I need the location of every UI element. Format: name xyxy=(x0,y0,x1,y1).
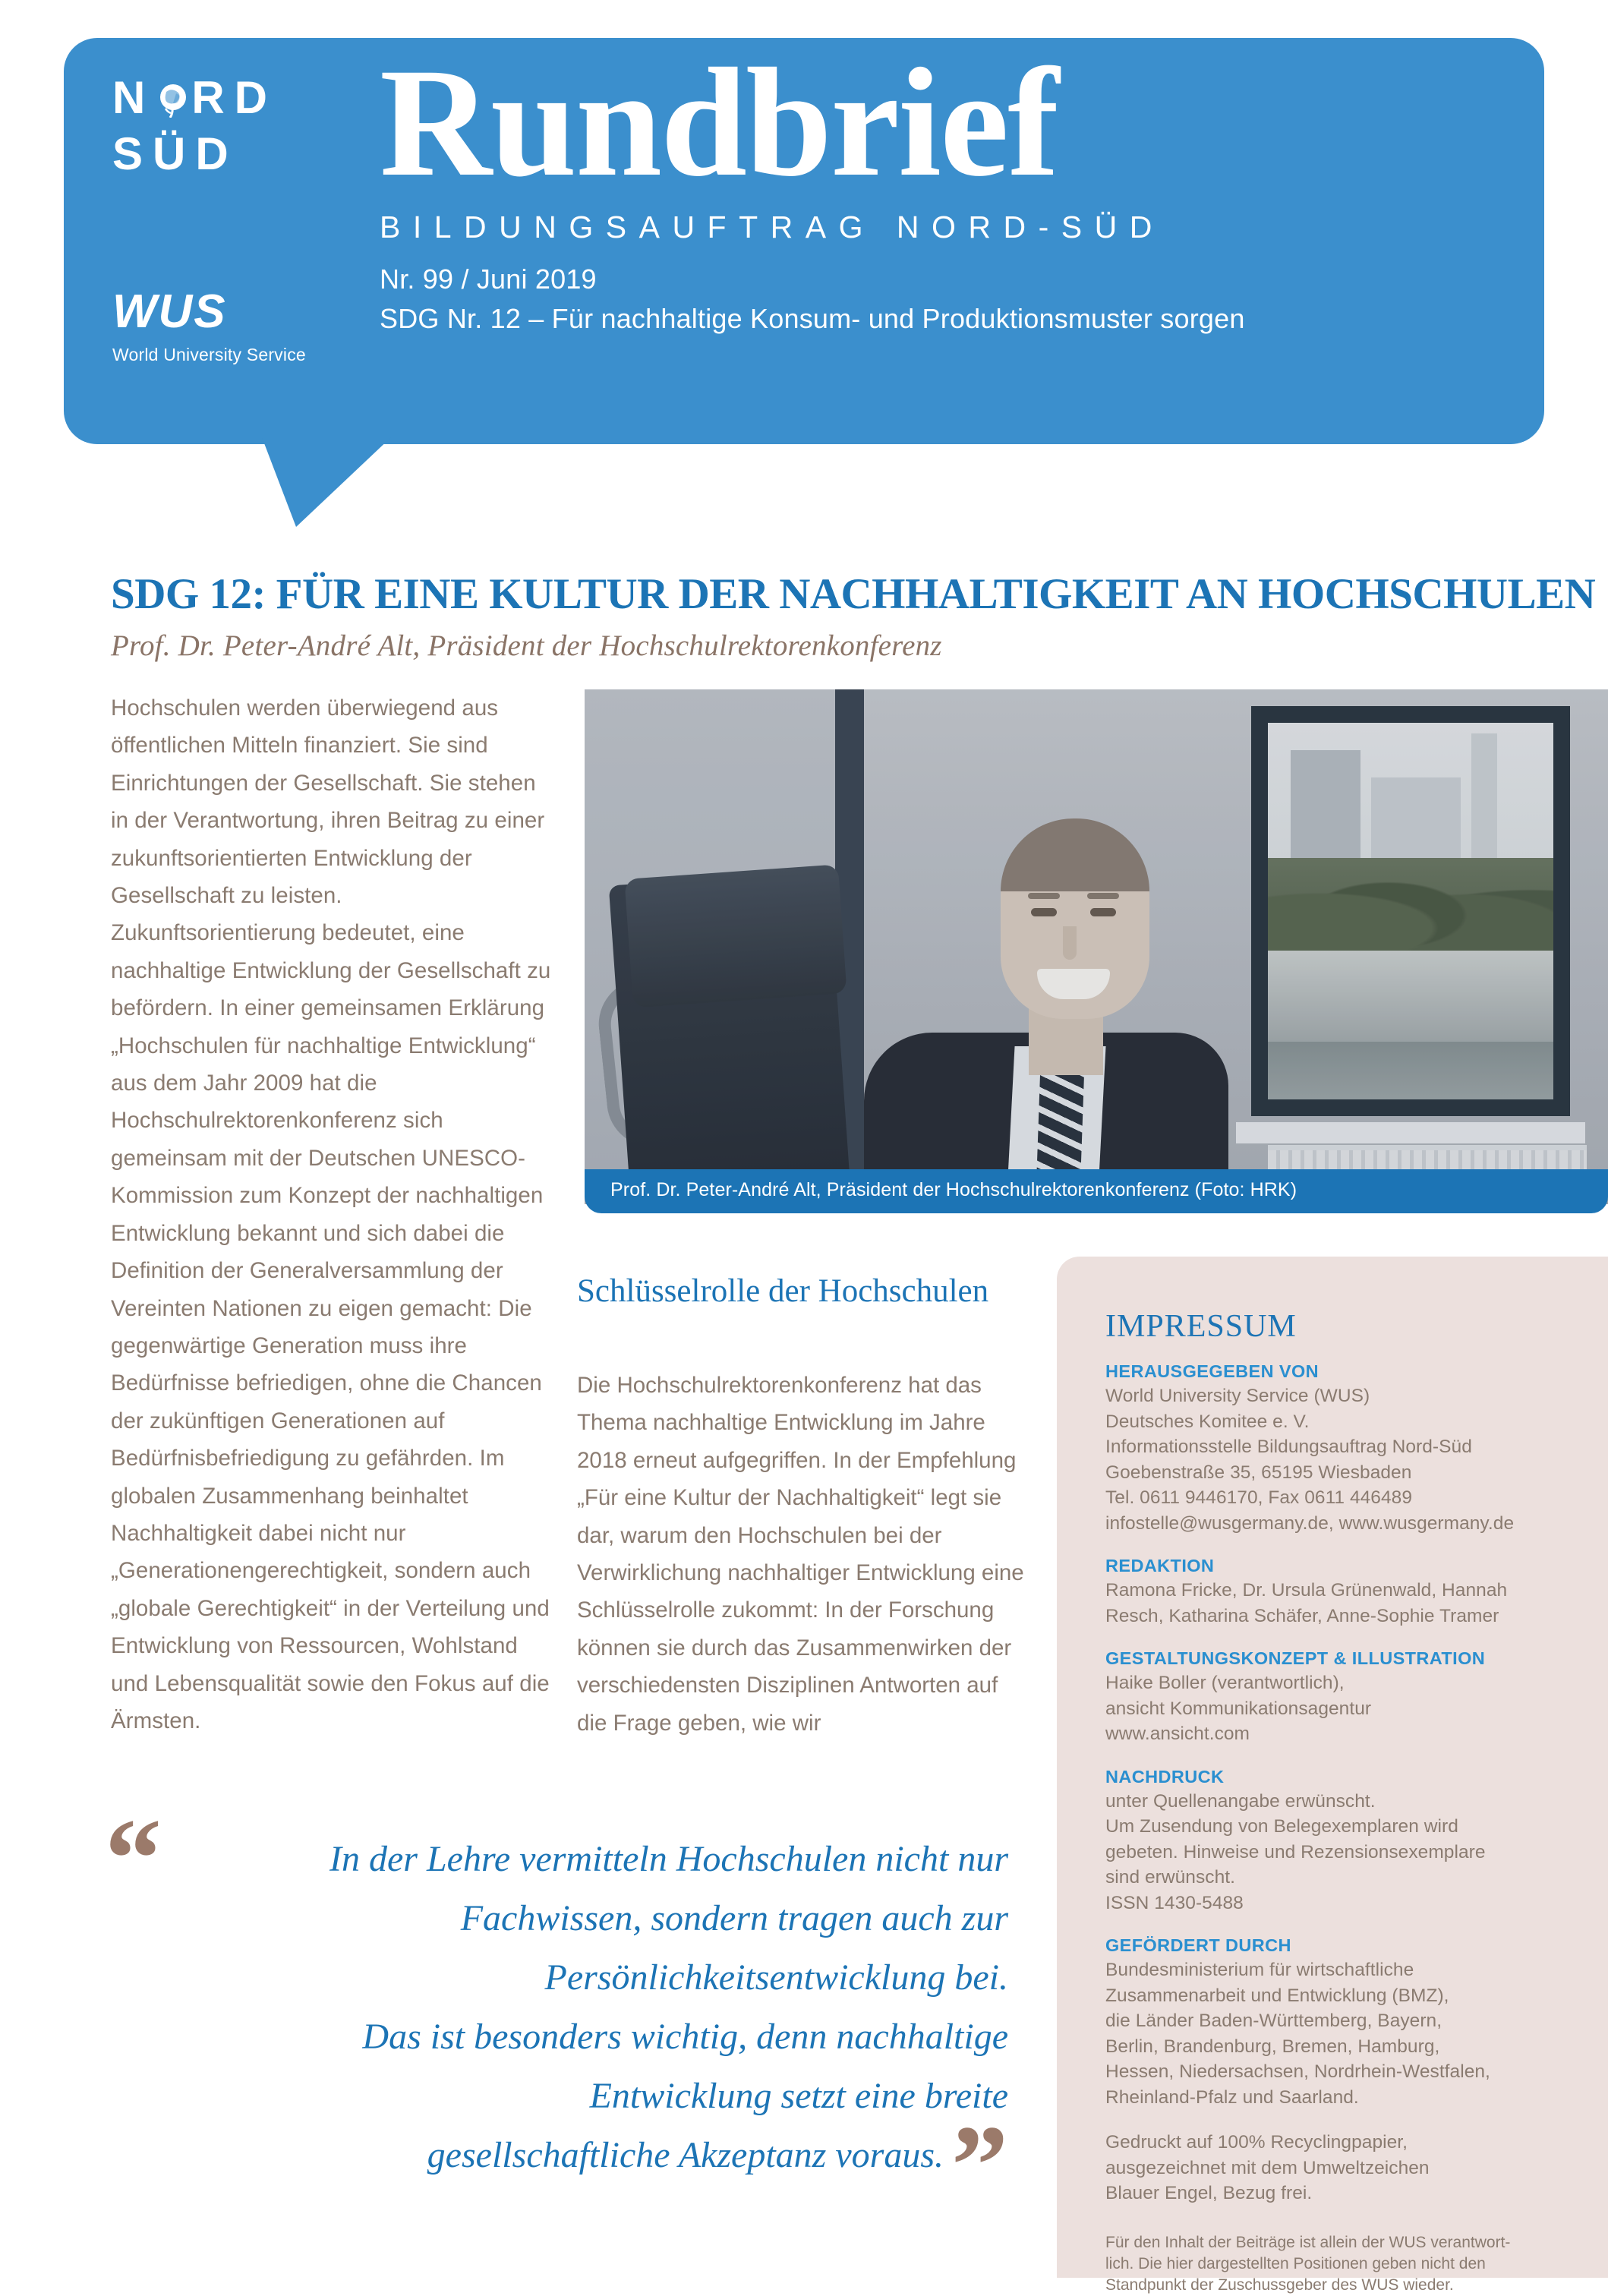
impressum-line: infostelle@wusgermany.de, www.wusgermany.de xyxy=(1105,1512,1515,1534)
section-heading: Schlüsselrolle der Hochschulen xyxy=(577,1273,989,1309)
pull-quote-line: In der Lehre vermitteln Hochschulen nicht nur xyxy=(329,1839,1008,1879)
pull-quote-line: Das ist besonders wichtig, denn nachhaltige xyxy=(362,2017,1008,2057)
impressum-line: Bundesministerium für wirtschaftliche xyxy=(1105,1960,1414,1980)
impressum-heading-funding: GEFÖRDERT DURCH xyxy=(1105,1935,1291,1955)
impressum-line: ausgezeichnet mit dem Umweltzeichen xyxy=(1105,2157,1430,2178)
wus-logo xyxy=(112,285,370,365)
impressum-line: die Länder Baden-Württemberg, Bayern, xyxy=(1105,2011,1442,2031)
impressum-line: ansicht Kommunikationsagentur xyxy=(1105,1698,1372,1719)
quote-open-icon: “ xyxy=(105,1796,162,1922)
wus-subtitle: World University Service xyxy=(112,345,306,364)
impressum-heading-editorial: REDAKTION xyxy=(1105,1556,1215,1575)
nord-sued-logo xyxy=(112,70,363,182)
impressum-line: Ramona Fricke, Dr. Ursula Grünenwald, Hannah xyxy=(1105,1580,1508,1601)
impressum-line: www.ansicht.com xyxy=(1105,1724,1250,1744)
impressum-line: unter Quellenangabe erwünscht. xyxy=(1105,1790,1376,1812)
masthead-subtitle: BILDUNGSAUFTRAG NORD-SÜD xyxy=(380,210,1165,244)
pull-quote xyxy=(105,1796,1008,2228)
issue-number: Nr. 99 / Juni 2019 xyxy=(380,263,597,295)
impressum-body-editorial xyxy=(1105,1578,1578,1629)
pull-quote-line: Fachwissen, sondern tragen auch zur xyxy=(460,1898,1008,1938)
impressum-line: Gedruckt auf 100% Recyclingpapier, xyxy=(1105,2132,1408,2152)
portrait-photo xyxy=(585,689,1608,1204)
pull-quote-line: Persönlichkeitsentwicklung bei. xyxy=(544,1957,1008,1998)
impressum-line: Resch, Katharina Schäfer, Anne-Sophie Tramer xyxy=(1105,1605,1499,1626)
pull-quote-line-text: gesellschaftliche Akzeptanz voraus. xyxy=(427,2135,944,2175)
impressum-disclaimer xyxy=(1105,2232,1578,2296)
article-section-paragraph: Die Hochschulrektorenkonferenz hat das Thema nachhaltige Entwicklung im Jahre 2018 erneut aufgegriffen. In der Empfehlung „Für eine Kultur der Nachhaltigkeit“ legt sie dar, warum den Hochschulen bei der Verwirklichung nachhaltiger Entwicklung eine Schlüsselrolle zukommt: In der Forschung können sie durch das Zusammenwirken der verschiedensten Disziplinen Antworten auf die Frage geben, wie wir xyxy=(577,1373,1024,1736)
impressum-line: Deutsches Komitee e. V. xyxy=(1105,1411,1310,1432)
globe-icon xyxy=(156,74,191,109)
impressum-line: Für den Inhalt der Beiträge ist allein der WUS verantwort- xyxy=(1105,2233,1511,2251)
impressum-line: Blauer Engel, Bezug frei. xyxy=(1105,2183,1313,2203)
impressum-line: Zusammenarbeit und Entwicklung (BMZ), xyxy=(1105,1985,1449,2006)
impressum-line: World University Service (WUS) xyxy=(1105,1386,1370,1406)
sdg-subtitle: SDG Nr. 12 – Für nachhaltige Konsum- und Produktionsmuster sorgen xyxy=(380,303,1245,334)
impressum-line: Standpunkt der Zuschussgeber des WUS wieder. xyxy=(1105,2276,1454,2294)
article-byline: Prof. Dr. Peter-André Alt, Präsident der Hochschulrektorenkonferenz xyxy=(111,629,942,662)
speech-bubble-tail xyxy=(262,437,399,528)
masthead-title: Rundbrief xyxy=(380,36,1058,209)
impressum-body-funding xyxy=(1105,1957,1578,2110)
impressum-line: gebeten. Hinweise und Rezensionsexemplare xyxy=(1105,1841,1486,1862)
impressum-line: Tel. 0611 9446170, Fax 0611 446489 xyxy=(1105,1487,1413,1508)
impressum-body-design xyxy=(1105,1670,1578,1747)
impressum-title: IMPRESSUM xyxy=(1105,1309,1297,1344)
impressum-line: Berlin, Brandenburg, Bremen, Hamburg, xyxy=(1105,2036,1440,2057)
impressum-line: Informationsstelle Bildungsauftrag Nord-Süd xyxy=(1105,1437,1472,1457)
impressum-heading-design: GESTALTUNGSKONZEPT & ILLUSTRATION xyxy=(1105,1648,1486,1668)
pull-quote-last-line: gesellschaftliche Akzeptanz voraus.” xyxy=(427,2102,1008,2228)
impressum-line: sind erwünscht. xyxy=(1105,1867,1235,1888)
impressum-heading-reprint: NACHDRUCK xyxy=(1105,1766,1225,1787)
impressum-line: Goebenstraße 35, 65195 Wiesbaden xyxy=(1105,1462,1412,1483)
pull-quote-line: Entwicklung setzt eine breite xyxy=(589,2076,1008,2116)
impressum-line: Haike Boller (verantwortlich), xyxy=(1105,1673,1345,1693)
page-title: SDG 12: FÜR EINE KULTUR DER NACHHALTIGKEIT AN HOCHSCHULEN xyxy=(111,570,1596,618)
impressum-box xyxy=(1057,1257,1608,2294)
logo-line-nord: N RD xyxy=(112,72,278,123)
article-lead-paragraph: Hochschulen werden überwiegend aus öffentlichen Mitteln finanziert. Sie sind Einrichtungen der Gesellschaft. Sie stehen in der Verantwortung, ihren Beitrag zu einer zukunftsorientierten Entwicklung der Gesellschaft zu leisten. Zukunftsorientierung bedeutet, eine nachhaltige Entwicklung der Gesellschaft zu befördern. In einer gemeinsamen Erklärung „Hochschulen für nachhaltige Entwicklung“ aus dem Jahr 2009 hat die Hochschulrektorenkonferenz sich gemeinsam mit der Deutschen UNESCO-Kommission zum Konzept der nachhaltigen Entwicklung bekannt und sich dabei die Definition der Generalversammlung der Vereinten Nationen zu eigen gemacht: Die gegenwärtige Generation muss ihre Bedürfnisse befriedigen, ohne die Chancen der zukünftigen Generationen auf Bedürfnisbefriedigung zu gefährden. Im globalen Zusammenhang beinhaltet Nachhaltigkeit dabei nicht nur „Generationengerechtigkeit, sondern auch „globale Gerechtigkeit“ in der Verteilung und Entwicklung von Ressourcen, Wohlstand und Lebensqualität sowie den Fokus auf die Ärmsten. xyxy=(111,695,551,1733)
impressum-body-publisher xyxy=(1105,1383,1578,1536)
masthead xyxy=(380,36,1503,336)
impressum-line: Um Zusendung von Belegexemplaren wird xyxy=(1105,1816,1458,1837)
impressum-line: Hessen, Niedersachsen, Nordrhein-Westfalen, xyxy=(1105,2061,1490,2082)
logo-line-sued: SÜD xyxy=(112,128,238,179)
impressum-recycling-note xyxy=(1105,2130,1578,2206)
photo-caption-bar xyxy=(585,1169,1608,1213)
impressum-line: Rheinland-Pfalz und Saarland. xyxy=(1105,2086,1359,2108)
impressum-line: lich. Die hier dargestellten Positionen geben nicht den xyxy=(1105,2254,1486,2272)
wus-wordmark: WUS xyxy=(112,285,227,338)
impressum-heading-publisher: HERAUSGEGEBEN VON xyxy=(1105,1361,1320,1381)
impressum-issn: ISSN 1430-5488 xyxy=(1105,1892,1244,1913)
impressum-body-reprint xyxy=(1105,1789,1578,1916)
photo-caption: Prof. Dr. Peter-André Alt, Präsident der Hochschulrektorenkonferenz (Foto: HRK) xyxy=(610,1179,1297,1200)
